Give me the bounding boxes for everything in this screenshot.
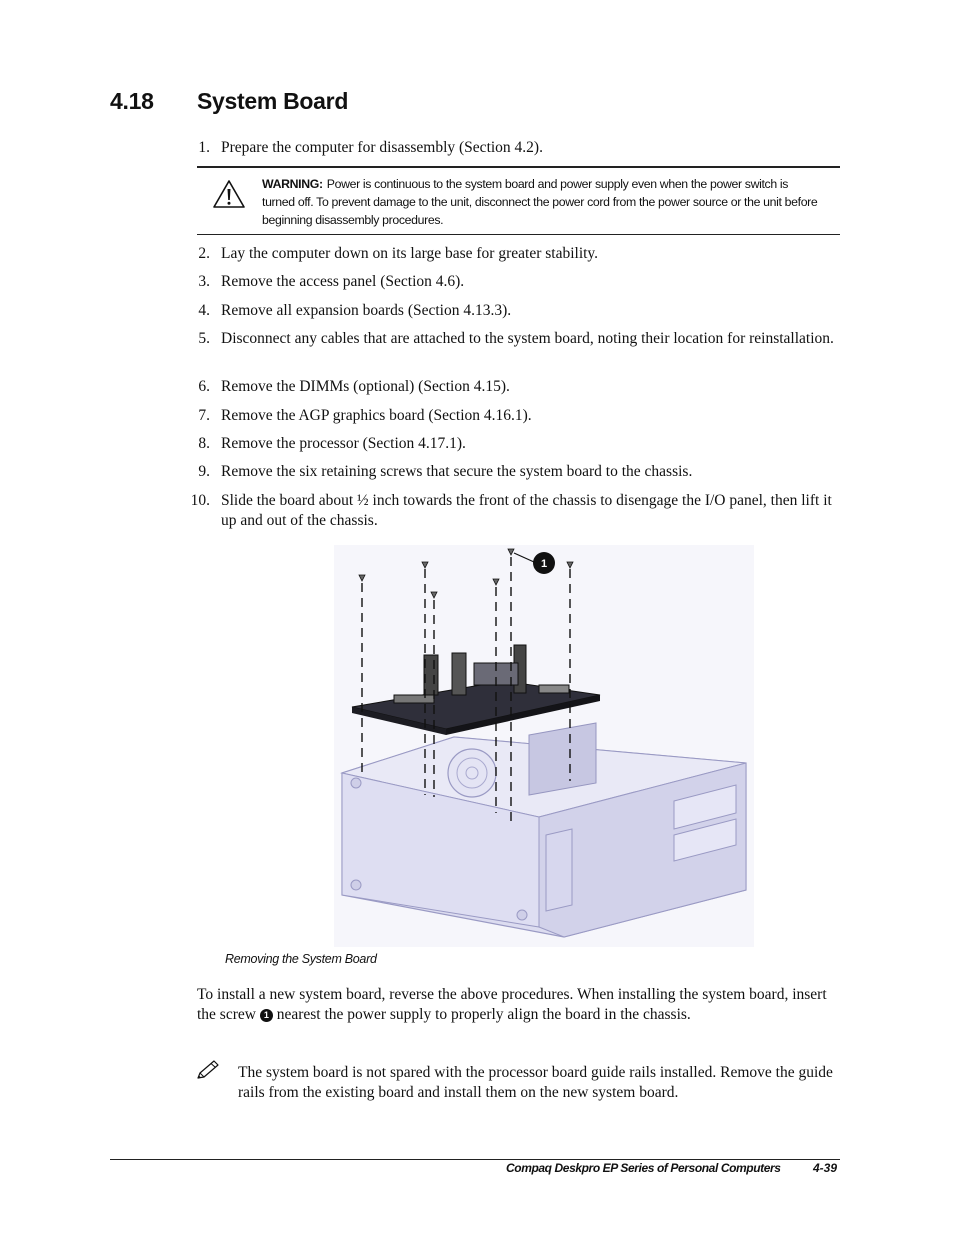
step-number: 7.: [198, 407, 210, 424]
step-text: Remove the processor (Section 4.17.1).: [221, 435, 466, 452]
install-text-after: nearest the power supply to properly align the board in the chassis.: [272, 1006, 691, 1023]
step-number: 3.: [198, 273, 210, 290]
footer-divider: [110, 1159, 840, 1160]
pencil-note-icon: [195, 1058, 221, 1082]
step-text: Remove the access panel (Section 4.6).: [221, 273, 465, 290]
step-text: Remove the six retaining screws that secure the system board to the chassis.: [221, 463, 693, 480]
step-number: 6.: [198, 378, 210, 395]
step-text: Lay the computer down on its large base for greater stability.: [221, 245, 599, 262]
callout-1-label: 1: [540, 558, 548, 570]
step-number: 9.: [198, 463, 210, 480]
step-number: 5.: [198, 330, 210, 347]
page-number: 4-39: [813, 1161, 838, 1175]
warning-text-block: [262, 175, 822, 229]
step-number: 2.: [198, 245, 210, 262]
system-board-illustration: [334, 545, 754, 947]
step-text: Remove all expansion boards (Section 4.13.3).: [221, 302, 512, 319]
warning-triangle-icon: [211, 178, 247, 210]
install-paragraph: [197, 985, 837, 1025]
note-text: The system board is not spared with the processor board guide rails installed. Remove the guide rails from the existing board and install them on the new system board.: [238, 1064, 833, 1101]
section-number: 4.18: [110, 88, 154, 114]
warning-box: [197, 166, 840, 235]
step-text: Disconnect any cables that are attached to the system board, noting their location for reinstallation.: [221, 330, 834, 347]
inline-callout-1: 1: [260, 1009, 273, 1022]
figure-caption: Removing the System Board: [225, 952, 377, 966]
step-number: 4.: [198, 302, 210, 319]
footer-title: Compaq Deskpro EP Series of Personal Computers: [506, 1161, 781, 1175]
warning-message: Power is continuous to the system board and power supply even when the power switch is turned off. To prevent damage to the unit, disconnect the power cord from the power source or the unit before beginning disassembly procedures.: [262, 177, 818, 227]
install-text-before: To install a new system board, reverse the above procedures. When installing the system board, insert the screw: [197, 986, 827, 1023]
step-text: Slide the board about ½ inch towards the front of the chassis to disengage the I/O panel, then lift it up and out of the chassis.: [221, 492, 832, 529]
step-text: Remove the AGP graphics board (Section 4.16.1).: [221, 407, 532, 424]
warning-label: WARNING:: [262, 177, 323, 191]
step-number: 1.: [198, 139, 210, 156]
step-number: 8.: [198, 435, 210, 452]
step-number: 10.: [190, 492, 210, 509]
step-text: Prepare the computer for disassembly (Section 4.2).: [221, 139, 543, 156]
step-text: Remove the DIMMs (optional) (Section 4.15).: [221, 378, 510, 395]
section-title: System Board: [197, 88, 349, 114]
